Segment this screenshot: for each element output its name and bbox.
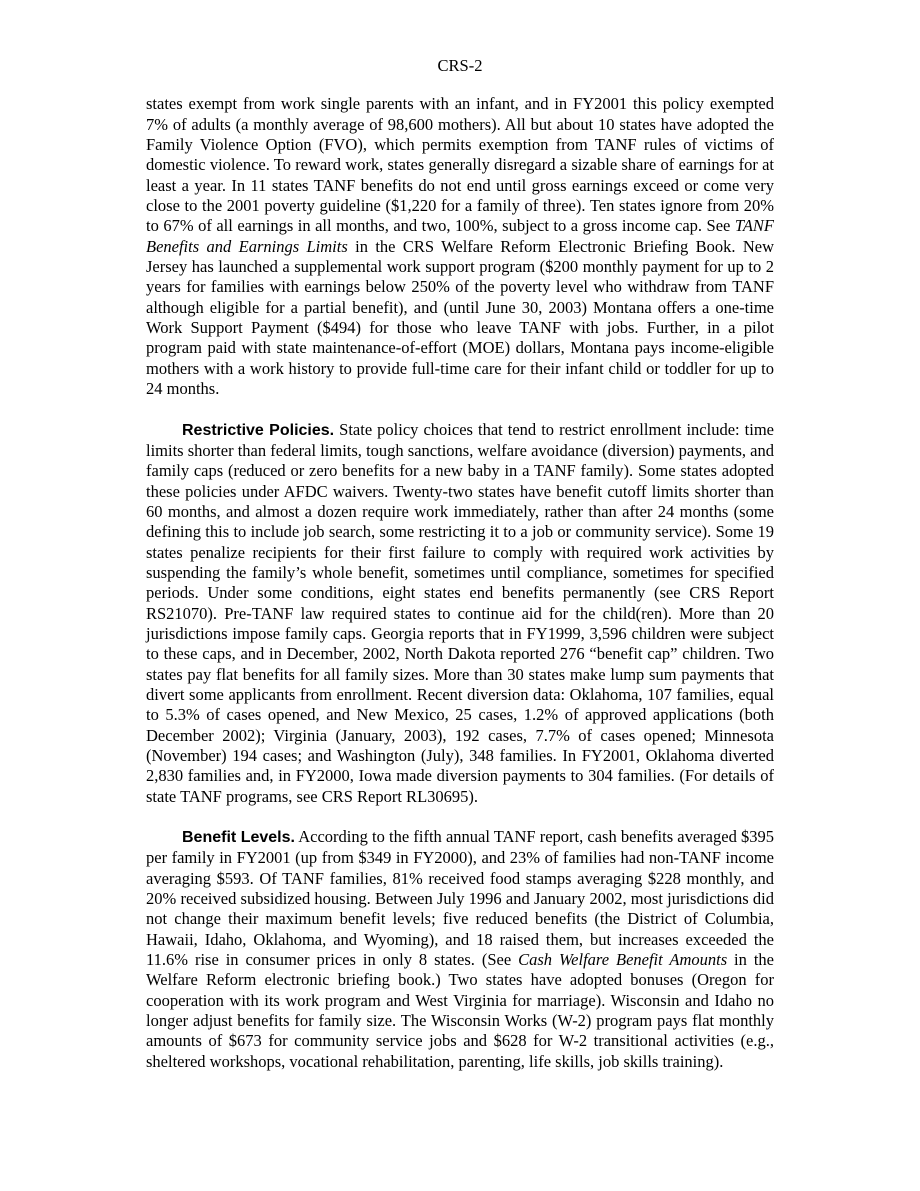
paragraph-continuation (146, 94, 774, 399)
section-heading-restrictive-policies: Restrictive Policies. (182, 421, 335, 439)
document-page (146, 56, 774, 1072)
section-heading-benefit-levels: Benefit Levels. (182, 829, 295, 847)
italic-reference-title: Cash Welfare Benefit Amounts (518, 950, 728, 970)
paragraph-benefit-levels (146, 827, 774, 1072)
paragraph-text-segment: states exempt from work single parents with an infant, and in FY2001 this policy exempted 7% of adults (a monthly average of 98,600 mothers). All but about 10 states have adopted the Family Violence Option (FVO), which permits exemption from TANF rules of victims of domestic violence. To reward work, states generally disregard a sizable share of earnings for at least a year. In 11 states TANF benefits do not end until gross earnings exceed or come very close to the 2001 poverty guideline ($1,220 for a family of three). Ten states ignore from 20% to 67% of all earnings in all months, and two, 100%, subject to a gross income cap. See (146, 94, 774, 236)
paragraph-text-segment: According to the fifth annual TANF report, cash benefits averaged $395 per family in FY2001 (up from $349 in FY2000), and 23% of families had non-TANF income averaging $593. Of TANF families, 81% received food stamps averaging $228 monthly, and 20% received subsidized housing. Between July 1996 and January 2002, most jurisdictions did not change their maximum benefit levels; five reduced benefits (the District of Columbia, Hawaii, Idaho, Oklahoma, and Wyoming), and 18 raised them, but increases exceeded the 11.6% rise in consumer prices in only 8 states. (See (146, 827, 774, 970)
paragraph-text-segment: in the CRS Welfare Reform Electronic Briefing Book. New Jersey has launched a supplemental work support program ($200 monthly payment for up to 2 years for families with earnings below 250% of the poverty level who withdraw from TANF although eligible for a partial benefit), and (until June 30, 2003) Montana offers a one-time Work Support Payment ($494) for those who leave TANF with jobs. Further, in a pilot program paid with state maintenance-of-effort (MOE) dollars, Montana pays income-eligible mothers with a work history to provide full-time care for their infant child or toddler for up to 24 months. (146, 236, 774, 399)
paragraph-text-segment: in the Welfare Reform electronic briefing book.) Two states have adopted bonuses (Oregon for cooperation with its work program and West Virginia for marriage). Wisconsin and Idaho no longer adjust benefits for family size. The Wisconsin Works (W-2) program pays flat monthly amounts of $673 for community service jobs and $628 for W-2 transitional activities (e.g., sheltered workshops, vocational rehabilitation, parenting, life skills, job skills training). (146, 950, 774, 1071)
paragraph-text-segment: State policy choices that tend to restrict enrollment include: time limits shorter than federal limits, tough sanctions, welfare avoidance (diversion) payments, and family caps (reduced or zero benefits for a new baby in a TANF family). Some states adopted these policies under AFDC waivers. Twenty-two states have benefit cutoff limits shorter than 60 months, and almost a dozen require work immediately, rather than after 24 months (some defining this to include job search, some restricting it to a job or community service). Some 19 states penalize recipients for their first failure to comply with required work activities by suspending the family’s whole benefit, sometimes until compliance, sometimes for specified periods. Under some conditions, eight states end benefits permanently (see CRS Report RS21070). Pre-TANF law required states to continue aid for the child(ren). More than 20 jurisdictions impose family caps. Georgia reports that in FY1999, 3,596 children were subject to these caps, and in December, 2002, North Dakota reported 276 “benefit cap” children. Two states pay flat benefits for all family sizes. More than 30 states make lump sum payments that divert some applicants from enrollment. Recent diversion data: Oklahoma, 107 families, equal to 5.3% of cases opened, and New Mexico, 25 cases, 1.2% of approved applications (both December 2002); Virginia (January, 2003), 192 cases, 7.7% of cases opened; Minnesota (November) 194 cases; and Washington (July), 348 families. In FY2001, Oklahoma diverted 2,830 families and, in FY2000, Iowa made diversion payments to 304 families. (For details of state TANF programs, see CRS Report RL30695). (146, 419, 774, 806)
page-number-header: CRS-2 (437, 56, 483, 75)
paragraph-restrictive-policies (146, 420, 774, 808)
italic-reference-title: TANF Benefits and Earnings Limits (146, 216, 774, 256)
